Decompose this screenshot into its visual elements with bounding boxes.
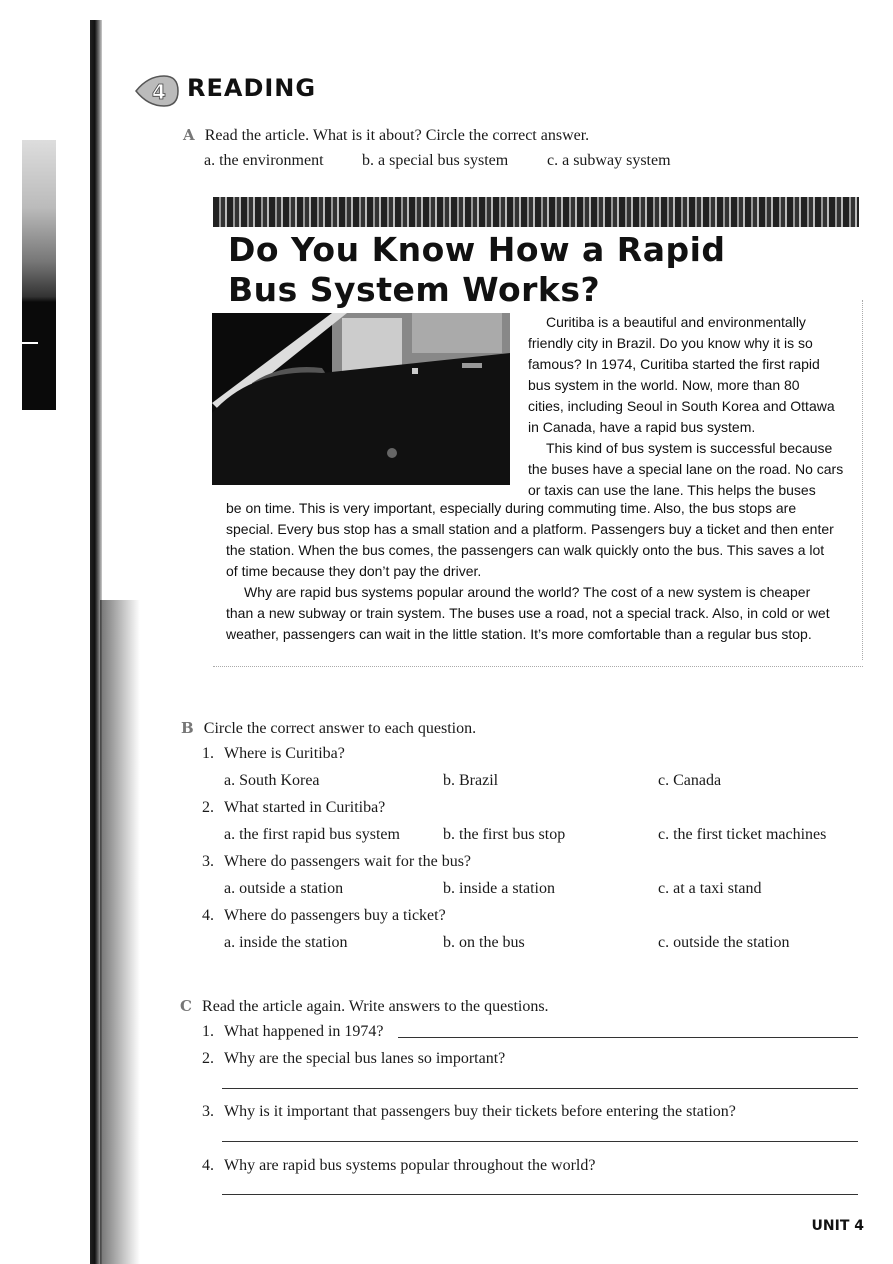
part-c-question-3: [202, 1103, 736, 1121]
q3-option-a[interactable]: a. outside a station: [224, 880, 344, 897]
part-a-letter: A: [183, 126, 195, 144]
thumbnail-mark: [22, 342, 38, 344]
margin-thumbnail-image: [22, 140, 56, 410]
question-number: 3.: [202, 1103, 214, 1120]
article-body-right-column: [528, 312, 848, 501]
article-line: friendly city in Brazil. Do you know why it is so: [528, 335, 813, 351]
answer-line-1[interactable]: [398, 1037, 858, 1038]
q4-option-a[interactable]: a. inside the station: [224, 934, 348, 951]
article-line: or taxis can use the lane. This helps the buses: [528, 482, 816, 498]
section-title: READING: [187, 74, 317, 102]
part-b-letter: B: [181, 719, 194, 737]
q4-option-b[interactable]: b. on the bus: [443, 934, 525, 951]
question-text: Why is it important that passengers buy their tickets before entering the station?: [224, 1103, 736, 1120]
question-number: 1.: [202, 745, 214, 762]
part-c-instruction: Read the article again. Write answers to the questions.: [202, 998, 549, 1015]
article-line: special. Every bus stop has a small station and a platform. Passengers buy a ticket and then enter: [226, 521, 834, 537]
part-b-instruction: Circle the correct answer to each question.: [203, 720, 477, 737]
question-text: Where do passengers buy a ticket?: [224, 907, 446, 924]
article-right-border: [862, 300, 863, 660]
q2-option-b[interactable]: b. the first bus stop: [443, 826, 566, 843]
bus-photo: [212, 313, 510, 485]
q1-option-b[interactable]: b. Brazil: [443, 772, 499, 789]
article-line: Curitiba is a beautiful and environmentally: [546, 314, 806, 330]
question-number: 4.: [202, 1157, 214, 1174]
q2-option-a[interactable]: a. the first rapid bus system: [224, 826, 400, 843]
part-c-question-2: [202, 1050, 505, 1068]
question-number: 1.: [202, 1023, 214, 1040]
q1-option-a[interactable]: a. South Korea: [224, 772, 320, 789]
question-number: 4.: [202, 907, 214, 924]
part-b-question-4: [202, 907, 446, 925]
article-line: the station. When the bus comes, the passengers can walk quickly onto the bus. This saves a lot: [226, 542, 825, 558]
article-line: famous? In 1974, Curitiba started the first rapid: [528, 356, 820, 372]
question-text: What started in Curitiba?: [224, 799, 386, 816]
question-text: What happened in 1974?: [224, 1023, 384, 1040]
question-text: Why are the special bus lanes so important?: [224, 1050, 506, 1067]
article-bottom-border: [213, 666, 863, 667]
part-c: [180, 996, 549, 1016]
section-number-badge-icon: [134, 74, 180, 108]
question-text: Why are rapid bus systems popular throughout the world?: [224, 1157, 596, 1174]
article-title: [228, 230, 726, 310]
part-a: [183, 125, 589, 145]
article-body-full-width: [226, 498, 856, 645]
binding-shadow: [100, 600, 140, 1264]
part-c-question-1: [202, 1023, 384, 1041]
answer-line-2[interactable]: [222, 1088, 858, 1089]
article-line: of time because they don’t pay the driver.: [226, 563, 482, 579]
part-b-question-3: [202, 853, 471, 871]
svg-text:4: 4: [152, 80, 166, 104]
q1-option-c[interactable]: c. Canada: [658, 772, 722, 789]
article-line: be on time. This is very important, especially during commuting time. Also, the bus stops are: [226, 500, 797, 516]
part-b-question-2: [202, 799, 385, 817]
question-number: 2.: [202, 799, 214, 816]
question-number: 3.: [202, 853, 214, 870]
article-line: This kind of bus system is successful because: [546, 440, 833, 456]
article-line: Why are rapid bus systems popular around the world? The cost of a new system is cheaper: [244, 584, 811, 600]
q3-option-b[interactable]: b. inside a station: [443, 880, 555, 897]
article-line: the buses have a special lane on the road. No cars: [528, 461, 844, 477]
question-text: Where do passengers wait for the bus?: [224, 853, 472, 870]
part-a-instruction: Read the article. What is it about? Circle the correct answer.: [204, 127, 590, 144]
article-header-pattern: [213, 197, 859, 227]
article-title-line-1: Do You Know How a Rapid: [228, 230, 726, 269]
article-line: in Canada, have a rapid bus system.: [528, 419, 756, 435]
article-line: cities, including Seoul in South Korea and Ottawa: [528, 398, 835, 414]
question-number: 2.: [202, 1050, 214, 1067]
article-line: than a new subway or train system. The buses use a road, not a special track. Also, in cold or wet: [226, 605, 830, 621]
article-line: weather, passengers can wait in the little station. It’s more comfortable than a regular bus stop.: [226, 626, 812, 642]
question-text: Where is Curitiba?: [224, 745, 345, 762]
answer-line-3[interactable]: [222, 1141, 858, 1142]
article-line: bus system in the world. Now, more than 80: [528, 377, 800, 393]
q2-option-c[interactable]: c. the first ticket machines: [658, 826, 827, 843]
article-title-line-2: Bus System Works?: [228, 270, 601, 309]
unit-label: UNIT 4: [811, 1218, 864, 1234]
part-a-option-b[interactable]: b. a special bus system: [362, 152, 509, 169]
part-a-option-a[interactable]: a. the environment: [204, 152, 324, 169]
part-c-question-4: [202, 1157, 595, 1175]
part-b: [181, 718, 476, 738]
answer-line-4[interactable]: [222, 1194, 858, 1195]
q3-option-c[interactable]: c. at a taxi stand: [658, 880, 762, 897]
part-b-question-1: [202, 745, 345, 763]
part-a-option-c[interactable]: c. a subway system: [547, 152, 671, 169]
part-c-letter: C: [180, 997, 192, 1015]
q4-option-c[interactable]: c. outside the station: [658, 934, 790, 951]
